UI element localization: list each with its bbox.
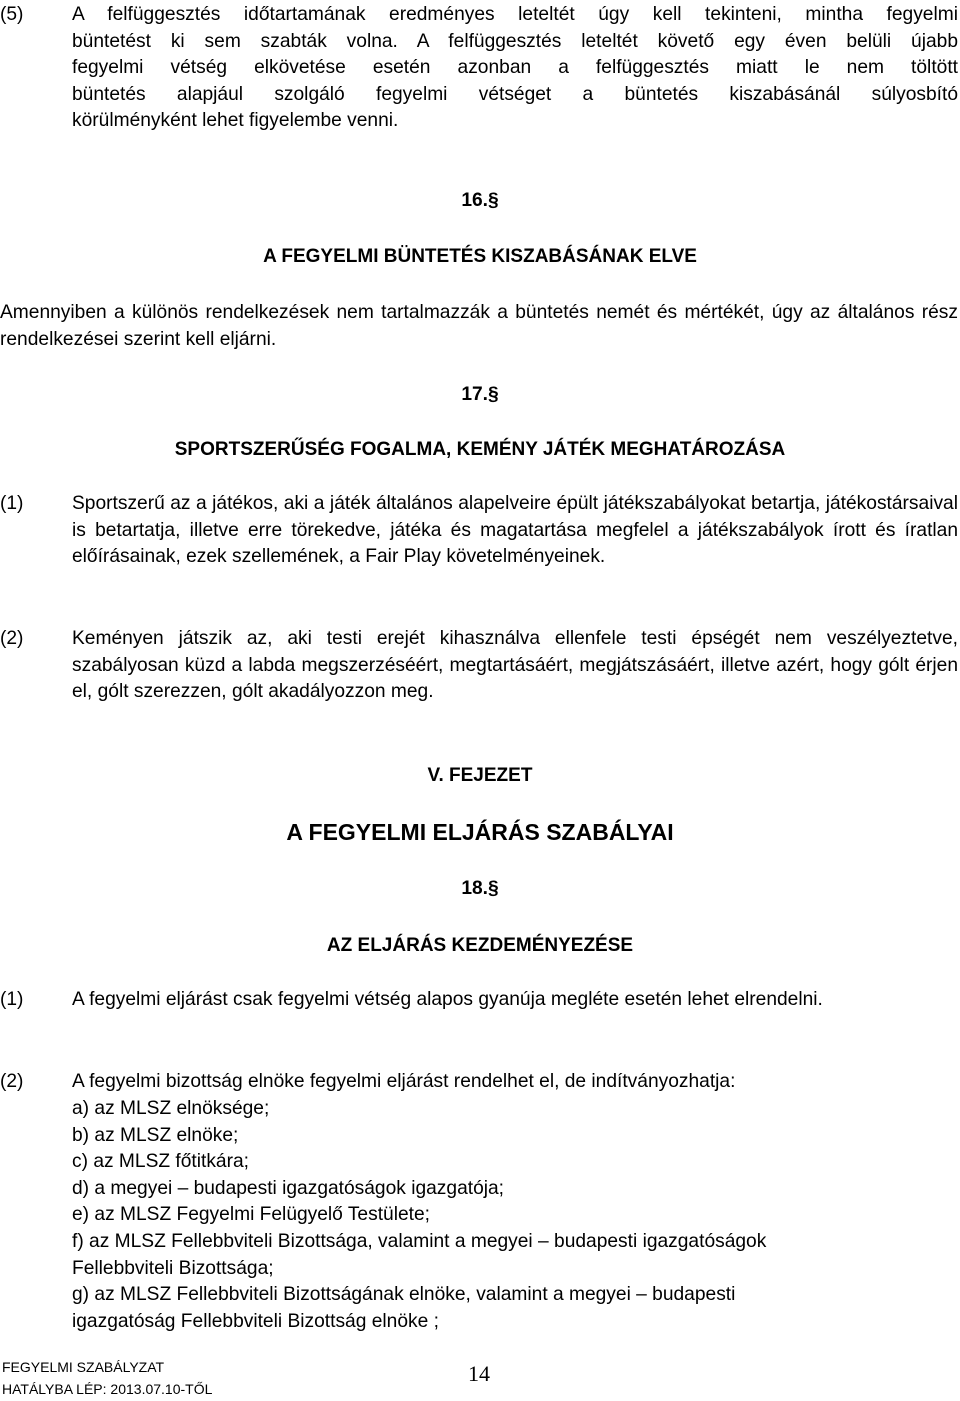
section-16-heading: A FEGYELMI BÜNTETÉS KISZABÁSÁNAK ELVE [263, 246, 697, 267]
paragraph-text [72, 2, 958, 135]
paragraph-text: A fegyelmi eljárást csak fegyelmi vétség alapos gyanúja megléte esetén lehet elrendelni. [72, 989, 823, 1010]
section-sign-icon: § [488, 878, 499, 899]
paragraph-text: Sportszerű az a játékos, aki a játék általános alapelveire épült játékszabályokat betartja, játékostársaival is betartatja, illetve erre törekedve, játéka és magatartása megfelel a játékszabályok írott és íratlan előírásainak, ezek szellemének, a Fair Play követelményeinek. [72, 493, 958, 568]
list-item: e) az MLSZ Fegyelmi Felügyelő Testülete; [72, 1204, 430, 1226]
footer-regulation-name: FEGYELMI SZABÁLYZAT [2, 1359, 165, 1375]
section-17-heading: SPORTSZERŰSÉG FOGALMA, KEMÉNY JÁTÉK MEGHATÁROZÁSA [174, 439, 786, 460]
list-item: a) az MLSZ elnöksége; [72, 1098, 270, 1119]
paragraph-text: A fegyelmi bizottság elnöke fegyelmi eljárást rendelhet el, de indítványozhatja: [72, 1071, 736, 1092]
list-item: b) az MLSZ elnöke; [72, 1124, 239, 1146]
section-17-paragraph-2 [0, 626, 958, 706]
text-line: körülményként lehet figyelembe venni. [72, 110, 399, 132]
paragraph-number: (2) [0, 1071, 24, 1092]
page-number: 14 [468, 1361, 490, 1386]
list-item: igazgatóság Fellebbviteli Bizottság elnöke ; [72, 1310, 439, 1332]
chapter-number: V. FEJEZET [427, 765, 533, 786]
initiator-list [72, 1096, 958, 1335]
footer-date-text: HATÁLYBA LÉP: 2013.07.10-TŐL [2, 1381, 213, 1397]
section-17-number [0, 384, 960, 406]
text-line: büntetés alapjául szolgáló fegyelmi vétséget a büntetés kiszabásánál súlyosbító [72, 83, 958, 105]
section-18-paragraph-1 [0, 987, 958, 1014]
text-line: fegyelmi vétség elkövetése esetén azonban a felfüggesztés miatt le nem töltött [72, 57, 958, 79]
footer-effective-date [2, 1378, 212, 1400]
text-line: büntetést ki sem szabták volna. A felfüggesztés leteltét követő egy éven belüli újabb [72, 30, 958, 52]
section-18-paragraph-2 [0, 1069, 958, 1096]
paragraph-text: Keményen játszik az, aki testi erejét kihasználva ellenfele testi épségét nem veszélyeztetve, szabályosan küzd a labda megszerzéséért, megtartásáért, megjátszásáért, illetve azért, hogy gólt érjen el, gólt szerezzen, gólt akadályozzon meg. [72, 628, 958, 703]
paragraph-number: (1) [0, 493, 24, 514]
footer-title [2, 1356, 164, 1378]
section-number: 18. [461, 878, 488, 899]
paragraph-number: (2) [0, 628, 24, 649]
paragraph-number: (1) [0, 989, 24, 1010]
section-18-heading: AZ ELJÁRÁS KEZDEMÉNYEZÉSE [326, 935, 634, 956]
section-16-text: Amennyiben a különös rendelkezések nem tartalmazzák a büntetés nemét és mértékét, úgy az általános rész rendelkezései szerint kell eljárni. [0, 302, 958, 350]
section-17-paragraph-1 [0, 491, 958, 571]
text-line: A felfüggesztés időtartamának eredményes leteltét úgy kell tekinteni, mintha fegyelmi [72, 4, 958, 25]
list-item: c) az MLSZ főtitkára; [72, 1151, 249, 1173]
section-number: 16. [461, 190, 488, 211]
section-sign-icon: § [488, 384, 499, 405]
list-item: g) az MLSZ Fellebbviteli Bizottságának elnöke, valamint a megyei – budapesti [72, 1284, 736, 1306]
list-item: Fellebbviteli Bizottsága; [72, 1257, 274, 1279]
section-16-number [0, 190, 960, 212]
list-item: d) a megyei – budapesti igazgatóságok igazgatója; [72, 1177, 505, 1199]
section-18-number [0, 878, 960, 900]
section-sign-icon: § [488, 190, 499, 211]
list-item: f) az MLSZ Fellebbviteli Bizottsága, valamint a megyei – budapesti igazgatóságok [72, 1230, 767, 1252]
section-number: 17. [461, 384, 488, 405]
paragraph-5 [0, 2, 958, 135]
paragraph-number: (5) [0, 4, 24, 25]
chapter-title: A FEGYELMI ELJÁRÁS SZABÁLYAI [286, 819, 674, 845]
